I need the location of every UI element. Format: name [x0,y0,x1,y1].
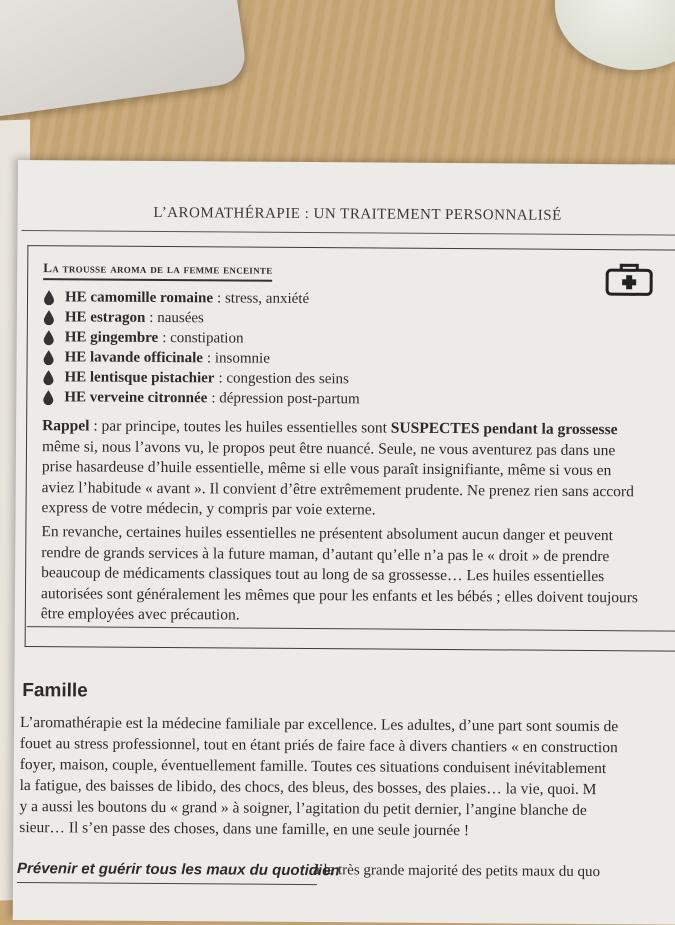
rappel-label: Rappel [42,417,90,435]
drop-icon [42,389,54,405]
running-head-rule [22,230,675,236]
text-line: foyer, maison, couple, éventuellement famille. Toutes ces situations conduisent inévitablement [19,756,607,778]
drop-icon [43,289,55,305]
rappel-intro: : par principe, toutes les huiles essentielles sont [89,417,391,437]
drop-icon [43,349,55,365]
running-head: L’AROMATHÉRAPIE : UN TRAITEMENT PERSONNALISÉ [153,204,562,224]
drop-icon [42,369,54,385]
revanche-paragraph [41,522,675,629]
oil-name: HE camomille romaine [64,289,214,307]
text-line: rendre de grands services à la future maman, d’autant qu’elle n’a pas le « droit » de prendre [41,543,610,565]
text-line: sieur… Il s’en passe des choses, dans une famille, en une seule journée ! [19,819,470,840]
text-line: autorisées sont généralement les mêmes que pour les enfants et les bébés ; elles doivent toujours [40,584,639,606]
rappel-emphasis: SUSPECTES pendant la grossesse [390,419,618,439]
oil-use: stress, anxiété [224,290,310,308]
drop-icon [43,309,55,325]
drop-icon [43,329,55,345]
oil-name: HE lavande officinale [64,349,204,367]
text-line: express de votre médecin, y compris par voie externe. [41,499,376,519]
first-aid-kit-icon [605,262,653,296]
oil-use: insomnie [214,350,270,367]
subsection-rule [17,882,317,885]
list-item: HE verveine citronnée : dépression post-partum [42,387,359,409]
oil-name: HE lentisque pistachier [64,369,215,387]
list-item: HE estragon : nausées [43,307,360,329]
list-item: HE camomille romaine : stress, anxiété [43,287,360,309]
text-line: L’aromathérapie est la médecine familiale par excellence. Les adultes, d’une part sont soumis de [20,714,619,736]
rappel-paragraph [41,416,675,523]
text-line: la fatigue, des baisses de libido, des chocs, des bleus, des bosses, des plaies… la vie, quoi. M [19,777,597,799]
box-title: La trousse aroma de la femme enceinte [43,260,272,282]
list-item: HE gingembre : constipation [43,327,360,349]
list-item: HE lavande officinale : insomnie [43,347,360,369]
text-line: prise hasardeuse d’huile essentielle, même si elle vous paraît insignifiante, même si vous en [41,458,612,480]
text-line: être employées avec précaution. [40,605,240,624]
oil-use: nausées [157,309,204,327]
text-line: même si, nous l’avons vu, le propos peut être nuancé. Seule, ne vous aventurez pas dans une [41,437,616,459]
book-page [13,160,675,925]
oil-use: congestion des seins [226,370,349,388]
text-line: fouet au stress professionnel, tout en étant priés de faire face à divers chantiers « en construction [19,735,618,757]
oil-name: HE gingembre [64,329,159,346]
oil-use: dépression post-partum [219,390,360,408]
oil-name: HE estragon [64,309,146,326]
oil-list [42,287,360,409]
text-line: En revanche, certaines huiles essentielles ne présentent absolument aucun danger et peuvent [41,523,614,545]
section-title: Famille [22,680,88,702]
subsection-trailing-text: à la très grande majorité des petits maux du quo [312,862,601,881]
text-line: beaucoup de médicaments classiques tout au long de sa grossesse… Les huiles essentielles [41,564,605,586]
subsection-title: Prévenir et guérir tous les maux du quotidien [16,860,340,880]
oil-use: constipation [170,330,244,347]
oil-name: HE verveine citronnée [64,389,208,407]
section-body [19,712,675,843]
list-item: HE lentisque pistachier : congestion des seins [42,367,359,389]
text-line: aviez l’habitude « avant ». Il convient d’être extrêmement prudente. Ne prenez rien sans accord [41,478,634,500]
text-line: y a aussi les boutons du « grand » à soigner, l’agitation du petit dernier, l’angine blanche de [19,798,587,819]
